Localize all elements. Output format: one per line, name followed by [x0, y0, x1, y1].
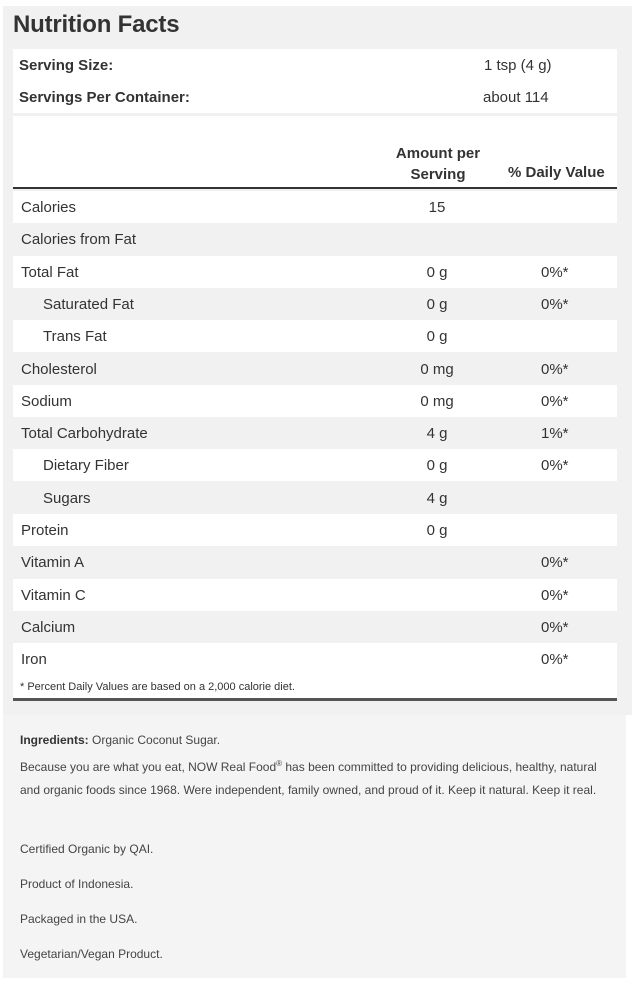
nutrient-daily-value: 0%*	[541, 360, 569, 378]
nutrient-row	[13, 191, 617, 223]
nutrient-amount: 0 g	[426, 522, 448, 539]
nutrient-row	[13, 579, 617, 611]
nutrient-name: Saturated Fat	[43, 295, 134, 313]
description-text-start: Because you are what you eat, NOW Real Food	[20, 760, 277, 774]
nutrient-name: Iron	[21, 651, 47, 669]
nutrient-row	[13, 320, 617, 352]
nutrient-name: Calories	[21, 199, 77, 216]
ingredients	[20, 729, 610, 752]
nutrient-name: Vitamin A	[21, 554, 85, 572]
nutrient-daily-value: 0%*	[541, 392, 569, 410]
nutrient-amount: 0 g	[426, 263, 448, 281]
nutrient-amount: 0 mg	[420, 360, 454, 378]
nutrient-name: Sodium	[21, 392, 72, 410]
nutrient-amount: 0 g	[426, 328, 448, 346]
nutrient-daily-value: 0%*	[541, 457, 569, 475]
nutrient-daily-value: 0%*	[541, 586, 569, 604]
nutrient-daily-value: 0%*	[541, 618, 569, 636]
nutrient-row	[13, 611, 617, 643]
nutrient-name: Vitamin C	[21, 586, 86, 604]
nutrient-row	[13, 417, 617, 449]
nutrient-daily-value: 0%*	[541, 295, 569, 313]
amount-column-header: Amount per Serving	[395, 145, 481, 183]
nutrient-amount: 0 g	[426, 457, 448, 475]
nutrient-row	[13, 385, 617, 417]
nutrient-amount: 0 g	[426, 295, 448, 313]
nutrient-name: Dietary Fiber	[43, 457, 129, 475]
description-text-end: has been committed to providing delicious, healthy, natural and organic foods since 1968. Were independent, family owned, and proud of it. Keep it natural. Keep it real.	[20, 760, 597, 797]
nutrient-amount: 4 g	[426, 425, 448, 443]
servings-per-container-label: Servings Per Container:	[19, 89, 190, 106]
nutrient-row	[13, 643, 617, 675]
serving-size-row	[13, 49, 617, 81]
footnote-row	[13, 675, 617, 701]
servings-per-container-value: about 114	[483, 89, 549, 106]
nutrient-row	[13, 256, 617, 288]
nutrient-name: Calories from Fat	[21, 231, 137, 249]
serving-size-value: 1 tsp (4 g)	[484, 57, 552, 74]
product-description	[20, 756, 610, 801]
nutrient-name: Sugars	[43, 489, 91, 507]
table-header	[13, 116, 617, 189]
footnote: * Percent Daily Values are based on a 2,000 calorie diet.	[20, 681, 295, 693]
nutrient-row	[13, 288, 617, 320]
nutrient-name: Trans Fat	[43, 328, 107, 346]
page-title: Nutrition Facts	[13, 11, 180, 38]
nutrient-name: Cholesterol	[21, 360, 97, 378]
nutrient-amount: 0 mg	[420, 392, 454, 410]
nutrient-row	[13, 449, 617, 481]
nutrient-daily-value: 0%*	[541, 651, 569, 669]
nutrient-name: Total Carbohydrate	[21, 425, 148, 443]
nutrient-row	[13, 546, 617, 578]
fact-vegan: Vegetarian/Vegan Product.	[20, 947, 163, 961]
fact-packaged: Packaged in the USA.	[20, 912, 138, 926]
servings-per-container-row	[13, 81, 617, 113]
nutrient-row	[13, 223, 617, 255]
ingredients-label: Ingredients:	[20, 733, 89, 747]
nutrient-row	[13, 482, 617, 514]
nutrient-name: Calcium	[21, 618, 76, 636]
serving-size-label: Serving Size:	[19, 57, 114, 74]
nutrient-row	[13, 514, 617, 546]
nutrient-row	[13, 353, 617, 385]
nutrient-daily-value: 0%*	[541, 263, 569, 281]
ingredients-value: Organic Coconut Sugar.	[92, 733, 221, 747]
daily-value-column-header: % Daily Value	[508, 164, 605, 181]
nutrient-name: Protein	[21, 522, 69, 539]
nutrient-amount: 15	[428, 199, 446, 216]
nutrient-daily-value: 0%*	[541, 554, 569, 572]
nutrient-name: Total Fat	[21, 263, 79, 281]
registered-mark: ®	[276, 759, 283, 768]
fact-organic: Certified Organic by QAI.	[20, 842, 154, 856]
fact-origin: Product of Indonesia.	[20, 877, 134, 891]
nutrient-daily-value: 1%*	[541, 425, 569, 443]
product-info	[3, 715, 626, 978]
nutrient-amount: 4 g	[426, 489, 448, 507]
